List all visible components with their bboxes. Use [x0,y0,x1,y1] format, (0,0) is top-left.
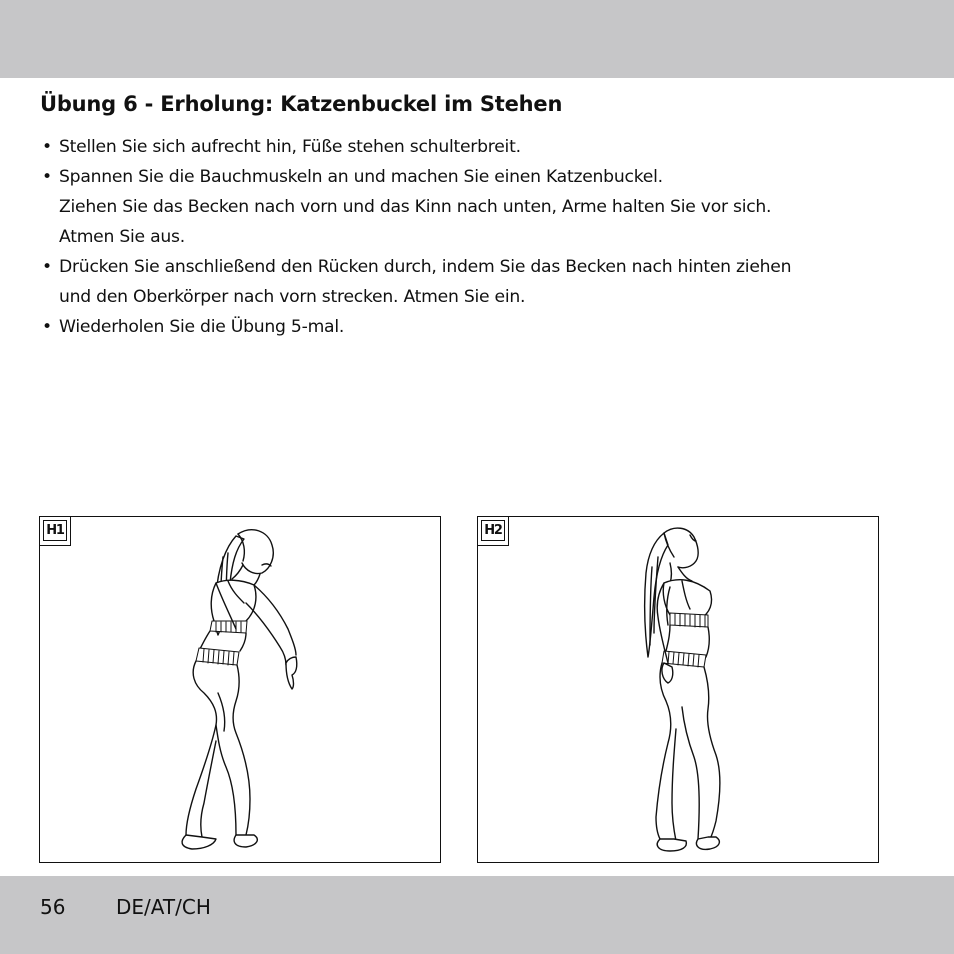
list-item-line: • Drücken Sie anschließend den Rücken durch, indem Sie das Becken nach hinten ziehen [59,257,792,277]
header-bar [0,0,954,78]
figure-label-box [40,517,71,546]
cat-back-figure-illustration [40,517,440,862]
region-code: DE/AT/CH [116,895,211,919]
page-number: 56 [40,895,66,919]
list-item-line: • Wiederholen Sie die Übung 5-mal. [59,317,345,337]
list-item-line: • Stellen Sie sich aufrecht hin, Füße stehen schulterbreit. [59,137,521,157]
list-item [40,252,791,312]
exercise-title: Übung 6 - Erholung: Katzenbuckel im Stehen [40,92,563,116]
list-item-line: Atmen Sie aus. [59,227,185,247]
list-item [40,312,791,342]
figure-label: H1 [43,520,67,541]
figure-panel-h2 [477,516,879,863]
figure-label-box [478,517,509,546]
list-item [40,162,791,252]
arched-back-figure-illustration [478,517,878,862]
list-item-line: • Spannen Sie die Bauchmuskeln an und machen Sie einen Katzenbuckel. [59,167,663,187]
instruction-list [40,132,791,342]
figure-panel-h1 [39,516,441,863]
list-item-line: und den Oberkörper nach vorn strecken. Atmen Sie ein. [59,287,526,307]
list-item-line: Ziehen Sie das Becken nach vorn und das Kinn nach unten, Arme halten Sie vor sich. [59,197,772,217]
figure-label: H2 [481,520,505,541]
list-item [40,132,791,162]
